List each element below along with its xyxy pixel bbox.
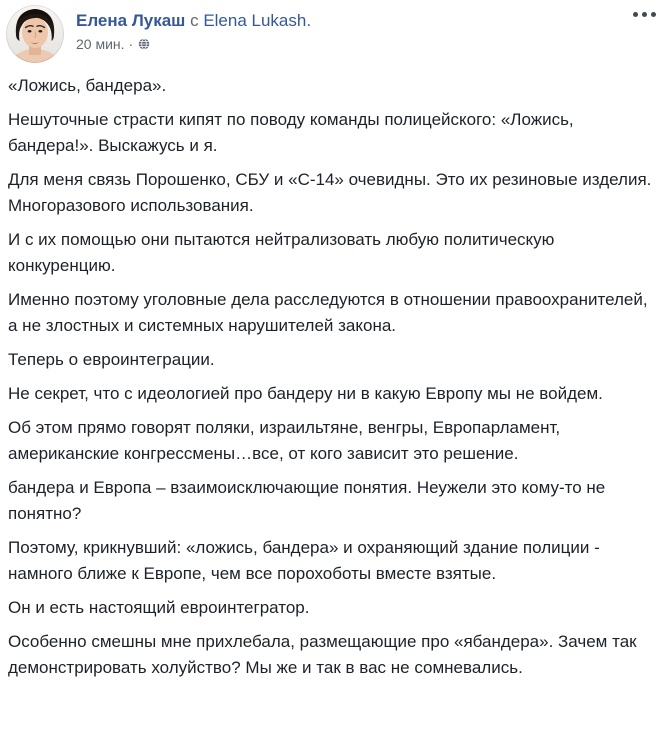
with-connector-text: с (190, 11, 199, 30)
ellipsis-icon (633, 12, 656, 17)
post-body (0, 69, 666, 691)
post-paragraph: И с их помощью они пытаются нейтрализовать любую политическую конкуренцию. (8, 230, 555, 275)
post-paragraph: Для меня связь Порошенко, СБУ и «С-14» очевидны. Это их резиновые изделия. Многоразового использования. (8, 170, 652, 215)
post-paragraph: «Ложись, бандера». (8, 76, 167, 95)
post-paragraph: Он и есть настоящий евроинтегратор. (8, 598, 310, 617)
author-name-link[interactable]: Елена Лукаш (76, 11, 186, 30)
post-paragraph: Именно поэтому уголовные дела расследуются в отношении правоохранителей, а не злостных и системных нарушителей закона. (8, 290, 648, 335)
post-header-text (76, 5, 311, 53)
post-paragraph: Не секрет, что с идеологией про бандеру ни в какую Европу мы не войдем. (8, 384, 603, 403)
post-header (0, 0, 666, 69)
post-paragraph: Поэтому, крикнувший: «ложись, бандера» и охраняющий здание полиции - намного ближе к Европе, чем все порохоботы вместе взятые. (8, 538, 600, 583)
post-meta-line (76, 35, 311, 53)
post-paragraph: Особенно смешны мне прихлебала, размещающие про «ябандера». Зачем так демонстрировать холуйство? Мы же и так в вас не сомневались. (8, 632, 637, 677)
tagged-profile-link[interactable]: Elena Lukash. (203, 11, 312, 30)
globe-privacy-icon (138, 38, 150, 50)
post-paragraph: Нешуточные страсти кипят по поводу команды полицейского: «Ложись, бандера!». Выскажусь и я. (8, 110, 574, 155)
post-paragraph: Об этом прямо говорят поляки, израильтяне, венгры, Европарламент, американские конгрессмены…все, от кого зависит это решение. (8, 418, 561, 463)
avatar-portrait-image (6, 5, 64, 63)
post-options-button[interactable] (629, 8, 660, 21)
timestamp-link[interactable]: 20 мин. (76, 36, 125, 52)
post-paragraph: бандера и Европа – взаимоисключающие понятия. Неужели это кому-то не понятно? (8, 478, 606, 523)
meta-separator: · (128, 36, 134, 52)
post-paragraph: Теперь о евроинтеграции. (8, 350, 215, 369)
avatar[interactable] (6, 5, 64, 63)
author-line (76, 10, 311, 32)
